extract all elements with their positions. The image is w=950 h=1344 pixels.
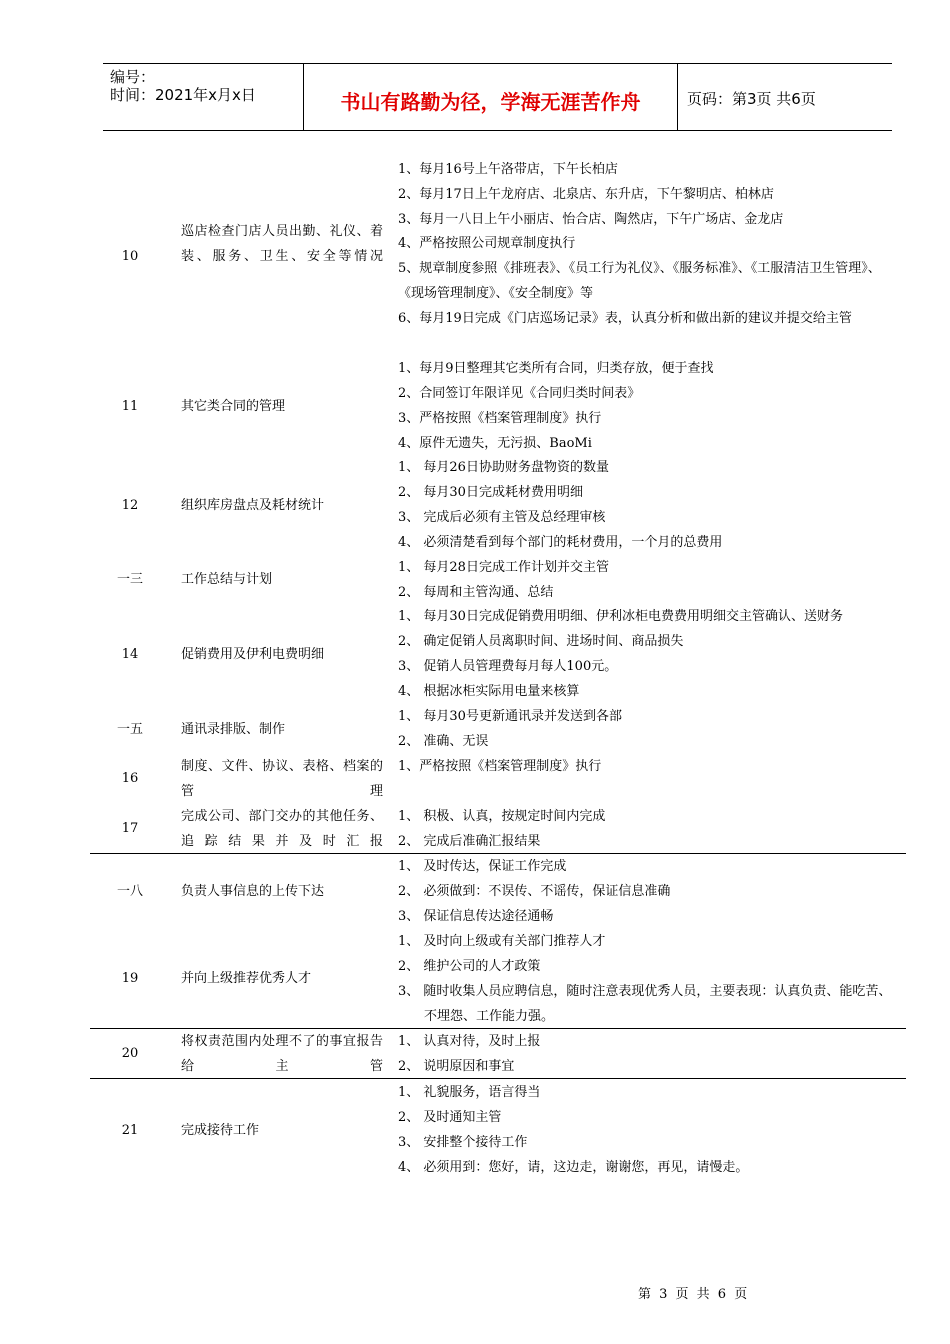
header-meta-cell [103,64,304,130]
row-detail: 3、 安排整个接待工作 [398,1135,528,1150]
header-motto-cell [304,64,678,130]
row-task: 工作总结与计划 [181,572,273,587]
row-detail: 3、 促销人员管理费每月每人100元。 [398,659,618,674]
row-number: 21 [121,1123,139,1138]
row-detail: 2、 每周和主管沟通、总结 [398,585,554,600]
row-detail: 1、每月9日整理其它类所有合同，归类存放，便于查找 [398,361,714,376]
row-detail: 2、 完成后准确汇报结果 [398,834,541,849]
row-detail: 1、 积极、认真，按规定时间内完成 [398,809,606,824]
row-detail: 1、 及时向上级或有关部门推荐人才 [398,934,606,949]
row-number: 17 [121,821,139,836]
row-number: 12 [121,498,139,513]
row-detail: 1、 每月30日完成促销费用明细、伊利冰柜电费费用明细交主管确认、送财务 [398,609,843,624]
row-number: 14 [121,647,139,662]
row-detail: 1、 及时传达，保证工作完成 [398,859,567,874]
row-task: 其它类合同的管理 [181,399,286,414]
row-number: 20 [121,1046,139,1061]
row-detail: 4、 必须用到：您好，请，这边走，谢谢您，再见，请慢走。 [398,1160,749,1175]
row-detail: 1、 每月26日协助财务盘物资的数量 [398,460,609,475]
row-detail: 2、 确定促销人员离职时间、进场时间、商品损失 [398,634,684,649]
row-detail: 4、 必须清楚看到每个部门的耗材费用，一个月的总费用 [398,535,723,550]
row-detail: 4、原件无遗失，无污损、BaoMi [398,436,592,451]
row-detail: 3、每月一八日上午小丽店、怡合店、陶然店，下午广场店、金龙店 [398,212,784,227]
row-task: 负责人事信息的上传下达 [181,884,325,899]
row-detail: 3、严格按照《档案管理制度》执行 [398,411,602,426]
row-detail: 1、每月16号上午洛带店，下午长柏店 [398,162,618,177]
row-detail: 2、 每月30日完成耗材费用明细 [398,485,583,500]
row-detail: 6、每月19日完成《门店巡场记录》表，认真分析和做出新的建议并提交给主管 [398,311,852,326]
time-label: 时间：2021年x月x日 [110,86,256,104]
row-detail: 4、 根据冰柜实际用电量来核算 [398,684,580,699]
row-task: 完成公司、部门交办的其他任务、追踪结果并及时汇报 [181,809,383,849]
row-detail: 3、 保证信息传达途径通畅 [398,909,554,924]
row-number: 一三 [116,572,143,587]
row-detail: 2、 说明原因和事宜 [398,1059,515,1074]
row-detail: 2、 必须做到：不误传、不谣传，保证信息准确 [398,884,671,899]
row-detail: 2、 及时通知主管 [398,1110,502,1125]
serial-label: 编号： [110,68,156,86]
row-number: 11 [121,399,139,414]
row-detail: 3、 完成后必须有主管及总经理审核 [398,510,606,525]
row-detail: 1、 礼貌服务，语言得当 [398,1085,541,1100]
row-detail: 2、 维护公司的人才政策 [398,959,541,974]
row-detail: 5、规章制度参照《排班表》、《员工行为礼仪》、《服务标准》、《工服清洁卫生管理》、《现场管理制度》、《安全制度》等 [398,261,881,301]
row-detail: 1、 认真对待，及时上报 [398,1034,541,1049]
row-number: 19 [121,971,139,986]
row-task: 促销费用及伊利电费明细 [181,647,325,662]
row-task: 制度、文件、协议、表格、档案的管理 [181,759,383,799]
header-page-cell [678,64,892,130]
table-divider [90,1078,906,1079]
row-detail: 4、严格按照公司规章制度执行 [398,236,576,251]
row-number: 一五 [116,722,143,737]
row-task: 巡店检查门店人员出勤、礼仪、着装、服务、卫生、安全等情况 [181,224,383,264]
row-detail: 1、 每月30号更新通讯录并发送到各部 [398,709,622,724]
row-number: 16 [121,771,139,786]
row-detail: 1、 每月28日完成工作计划并交主管 [398,560,609,575]
row-detail: 2、 准确、无误 [398,734,489,749]
motto: 书山有路勤为径，学海无涯苦作舟 [340,90,641,114]
row-number: 10 [121,249,139,264]
row-task: 通讯录排版、制作 [181,722,286,737]
row-task: 组织库房盘点及耗材统计 [181,498,325,513]
row-task: 完成接待工作 [181,1123,260,1138]
page-footer: 第 3 页 共 6 页 [638,1287,748,1302]
row-detail: 2、合同签订年限详见《合同归类时间表》 [398,386,641,401]
row-detail: 2、每月17日上午龙府店、北泉店、东升店，下午黎明店、柏林店 [398,187,774,202]
row-detail: 3、 随时收集人员应聘信息，随时注意表现优秀人员，主要表现：认真负责、能吃苦、不埋怨、工作能力强。 [398,984,892,1024]
row-task: 将权责范围内处理不了的事宜报告给主管 [181,1034,383,1074]
row-task: 并向上级推荐优秀人才 [181,971,312,986]
row-detail: 1、严格按照《档案管理制度》执行 [398,759,602,774]
document-header [103,63,892,131]
page-label: 页码：第3页 共6页 [687,90,816,108]
row-number: 一八 [116,884,143,899]
